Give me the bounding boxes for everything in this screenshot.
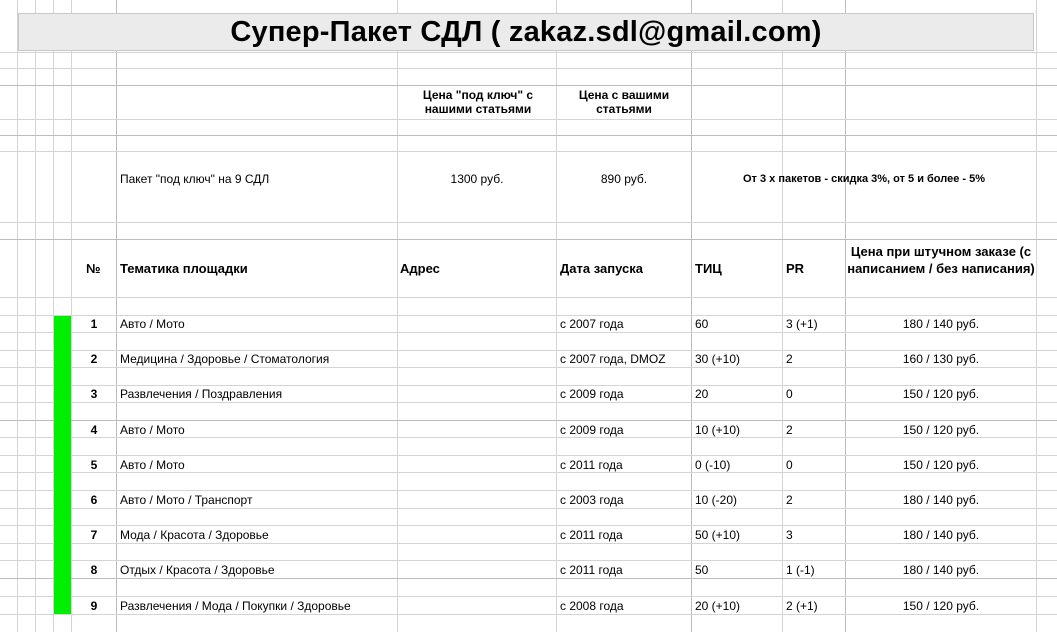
header-price-turnkey: Цена "под ключ" с нашими статьями (422, 88, 534, 116)
row-pr: 1 (-1) (786, 563, 815, 577)
column-header-launch: Дата запуска (560, 261, 643, 276)
column-header-number: № (86, 261, 101, 276)
row-pr: 0 (786, 458, 793, 472)
column-header-topic: Тематика площадки (120, 261, 248, 276)
row-pr: 2 (+1) (786, 599, 818, 613)
header-price-yours: Цена с вашими статьями (578, 88, 670, 116)
row-price: 180 / 140 руб. (902, 493, 980, 507)
row-number: 6 (90, 493, 98, 507)
row-topic: Медицина / Здоровье / Стоматология (120, 352, 330, 366)
row-tic: 10 (-20) (695, 493, 738, 507)
column-header-pr: PR (786, 261, 805, 276)
row-launch-date: с 2003 года (560, 493, 624, 507)
row-price: 180 / 140 руб. (902, 563, 980, 577)
row-price: 150 / 120 руб. (902, 423, 980, 437)
row-pr: 2 (786, 423, 793, 437)
row-number: 8 (90, 563, 98, 577)
row-tic: 20 (+10) (695, 599, 741, 613)
row-number: 2 (90, 352, 98, 366)
row-tic: 0 (-10) (695, 458, 731, 472)
row-tic: 60 (695, 317, 709, 331)
row-topic: Авто / Мото (120, 317, 185, 331)
row-number: 4 (90, 423, 98, 437)
package-price-turnkey: 1300 руб. (450, 172, 504, 186)
row-price: 150 / 120 руб. (902, 599, 980, 613)
row-topic: Отдых / Красота / Здоровье (120, 563, 275, 577)
row-pr: 2 (786, 493, 793, 507)
row-status-marker (54, 316, 71, 614)
row-number: 7 (90, 528, 98, 542)
row-price: 160 / 130 руб. (902, 352, 980, 366)
row-topic: Мода / Красота / Здоровье (120, 528, 269, 542)
row-tic: 20 (695, 387, 709, 401)
package-discount: От 3 х пакетов - скидка 3%, от 5 и более - 5% (742, 173, 986, 185)
row-number: 3 (90, 387, 98, 401)
row-topic: Развлечения / Поздравления (120, 387, 283, 401)
row-price: 150 / 120 руб. (902, 458, 980, 472)
package-price-yours: 890 руб. (600, 172, 648, 186)
row-launch-date: с 2009 года (560, 387, 624, 401)
row-topic: Авто / Мото (120, 458, 185, 472)
row-topic: Развлечения / Мода / Покупки / Здоровье (120, 599, 351, 613)
row-launch-date: с 2009 года (560, 423, 624, 437)
row-launch-date: с 2011 года (560, 458, 623, 472)
row-tic: 50 (+10) (695, 528, 741, 542)
row-topic: Авто / Мото (120, 423, 185, 437)
row-pr: 3 (+1) (786, 317, 818, 331)
row-price: 150 / 120 руб. (902, 387, 980, 401)
package-label: Пакет "под ключ" на 9 СДЛ (120, 172, 270, 186)
row-price: 180 / 140 руб. (902, 528, 980, 542)
column-header-address: Адрес (400, 261, 440, 276)
row-topic: Авто / Мото / Транспорт (120, 493, 253, 507)
row-tic: 50 (695, 563, 709, 577)
row-number: 9 (90, 599, 98, 613)
row-tic: 10 (+10) (695, 423, 741, 437)
row-pr: 3 (786, 528, 793, 542)
row-number: 5 (90, 458, 98, 472)
row-tic: 30 (+10) (695, 352, 741, 366)
row-price: 180 / 140 руб. (902, 317, 980, 331)
row-launch-date: с 2007 года, DMOZ (560, 352, 666, 366)
row-launch-date: с 2011 года (560, 563, 623, 577)
column-header-price: Цена при штучном заказе (с написанием / без написания) (847, 244, 1035, 276)
column-header-tic: ТИЦ (695, 261, 722, 276)
row-launch-date: с 2011 года (560, 528, 623, 542)
page-title: Супер-Пакет СДЛ ( zakaz.sdl@gmail.com) (18, 13, 1034, 51)
row-pr: 0 (786, 387, 793, 401)
row-pr: 2 (786, 352, 793, 366)
row-number: 1 (90, 317, 98, 331)
row-launch-date: с 2007 года (560, 317, 624, 331)
row-launch-date: с 2008 года (560, 599, 624, 613)
